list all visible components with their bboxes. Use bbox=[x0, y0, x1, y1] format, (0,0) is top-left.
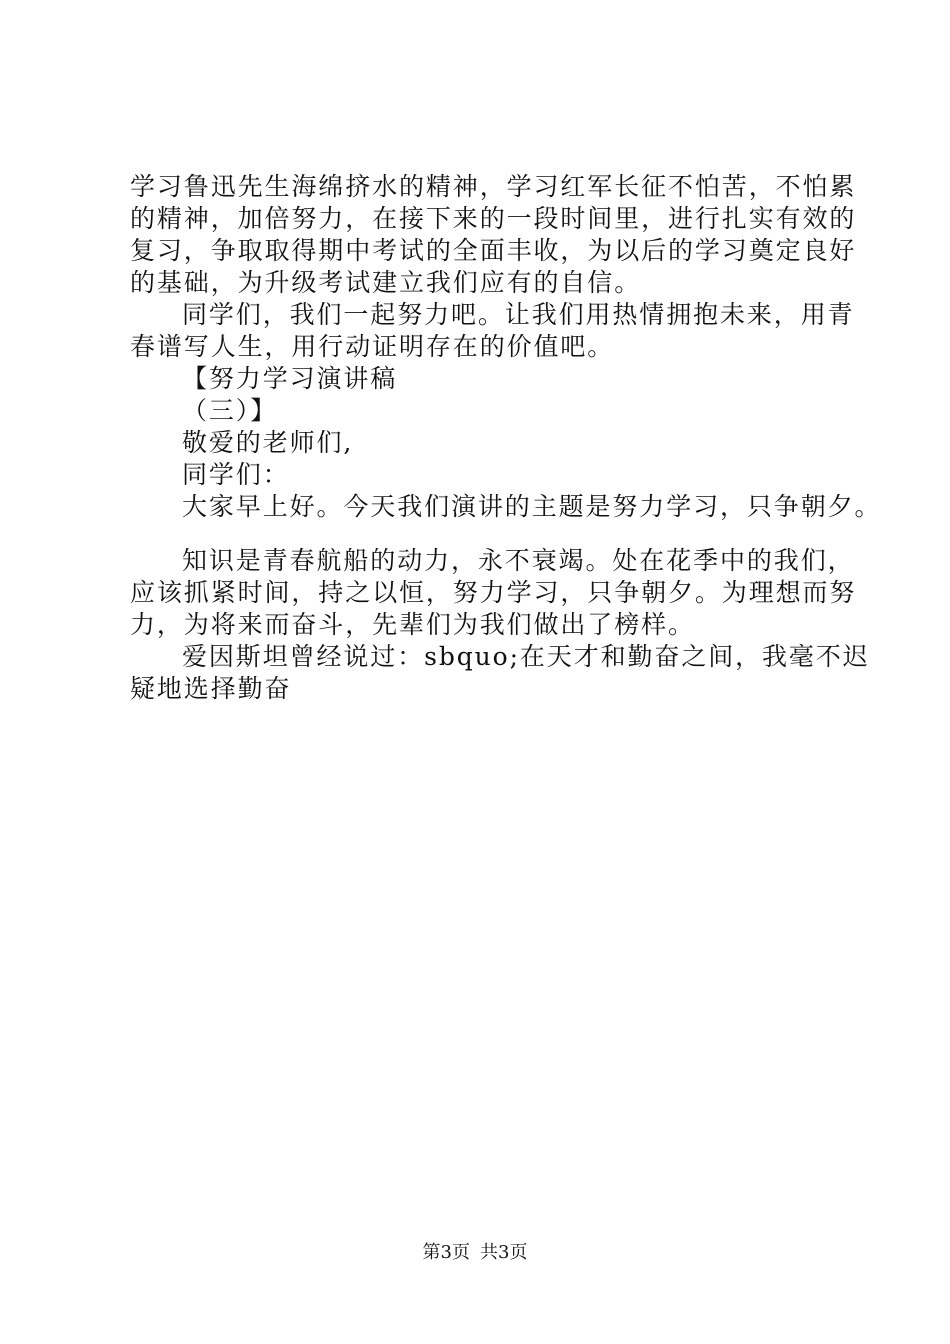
text-line: 爱因斯坦曾经说过：sbquo;在天才和勤奋之间，我毫不迟 bbox=[182, 642, 870, 671]
salutation-line: 同学们： bbox=[182, 460, 290, 489]
text-line: 春谱写人生，用行动证明存在的价值吧。 bbox=[130, 332, 615, 361]
text-line: 的基础，为升级考试建立我们应有的自信。 bbox=[130, 268, 642, 297]
page-footer bbox=[0, 1242, 950, 1264]
page-total: 共3页 bbox=[480, 1242, 528, 1263]
text-line: 疑地选择勤奋 bbox=[130, 674, 292, 703]
paragraph-gap bbox=[130, 523, 850, 545]
text-line: 学习鲁迅先生海绵挤水的精神，学习红军长征不怕苦，不怕累 bbox=[130, 172, 857, 201]
text-line: 的精神，加倍努力，在接下来的一段时间里，进行扎实有效的 bbox=[130, 204, 857, 233]
text-line: 力，为将来而奋斗，先辈们为我们做出了榜样。 bbox=[130, 610, 695, 639]
salutation-line: 敬爱的老师们, bbox=[182, 428, 354, 457]
section-title-line: 【努力学习演讲稿 bbox=[182, 364, 398, 393]
text-line: 应该抓紧时间，持之以恒，努力学习，只争朝夕。为理想而努 bbox=[130, 578, 857, 607]
text-line: 大家早上好。今天我们演讲的主题是努力学习，只争朝夕。 bbox=[182, 492, 882, 521]
text-line: 同学们，我们一起努力吧。让我们用热情拥抱未来，用青 bbox=[182, 300, 855, 329]
text-line: 复习，争取取得期中考试的全面丰收，为以后的学习奠定良好 bbox=[130, 236, 857, 265]
document-body bbox=[130, 171, 882, 705]
text-line: 知识是青春航船的动力，永不衰竭。处在花季中的我们， bbox=[182, 546, 855, 575]
page-number: 第3页 bbox=[422, 1242, 470, 1263]
section-title-line: （三）】 bbox=[182, 396, 278, 425]
